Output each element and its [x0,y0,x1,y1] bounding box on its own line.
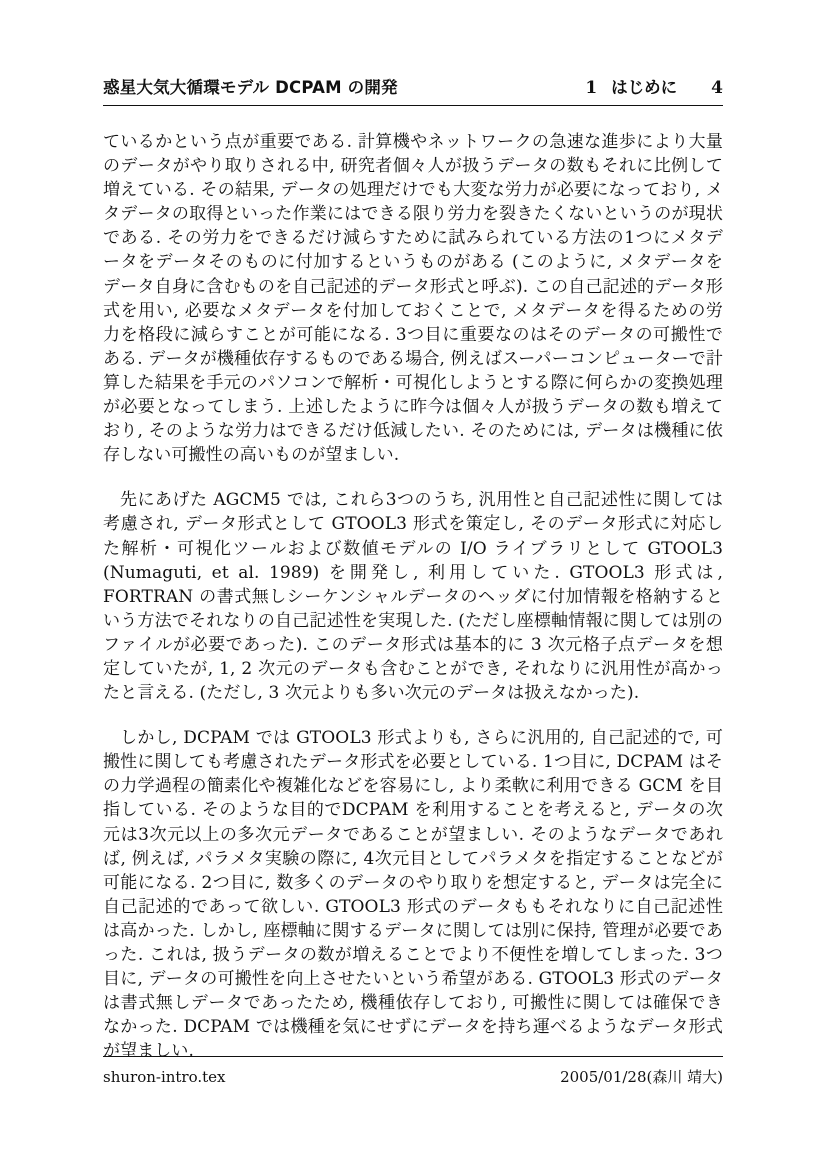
running-header [103,74,723,106]
paragraph-2: 先にあげた AGCM5 では, これら3つのうち, 汎用性と自己記述性に関しては考慮され, データ形式として GTOOL3 形式を策定し, そのデータ形式に対応した解析・可視化ツールおよび数値モデルの I/O ライブラリとして GTOOL3 (Numaguti, et al. 1989) を開発し, 利用していた. GTOOL3 形式は, FORTRAN の書式無しシーケンシャルデータのヘッダに付加情報を格納するという方法でそれなりの自己記述性を実現した. (ただし座標軸情報に関しては別のファイルが必要であった). このデータ形式は基本的に 3 次元格子点データを想定していたが, 1, 2 次元のデータも含むことができ, それなりに汎用性が高かったと言える. (ただし, 3 次元よりも多い次元のデータは扱えなかった). [103,490,723,704]
page-footer [103,1056,723,1087]
body-text [103,130,723,1063]
footer-filename: shuron-intro.tex [103,1068,226,1086]
page-number: 4 [711,78,723,98]
paragraph-1: ているかという点が重要である. 計算機やネットワークの急速な進歩により大量のデータがやり取りされる中, 研究者個々人が扱うデータの数もそれに比例して増えている. その結果, データの処理だけでも大変な労力が必要になっており, メタデータの取得といった作業にはできる限り労力を裂きたくないというのが現状である. その労力をできるだけ減らすために試みられている方法の1つにメタデータをデータそのものに付加するというものがある (このように, メタデータをデータ自身に含むものを自己記述的データ形式と呼ぶ). この自己記述的データ形式を用い, 必要なメタデータを付加しておくことで, メタデータを得るための労力を格段に減らすことが可能になる. 3つ目に重要なのはそのデータの可搬性である. データが機種依存するものである場合, 例えばスーパーコンピューターで計算した結果を手元のパソコンで解析・可視化しようとする際に何らかの変換処理が必要となってしまう. 上述したように昨今は個々人が扱うデータの数も増えており, そのような労力はできるだけ低減したい. そのためには, データは機種に依存しない可搬性の高いものが望ましい. [103,132,723,466]
footer-date-author: 2005/01/28(森川 靖大) [560,1068,723,1086]
section-number: 1 [585,78,598,98]
section-title: はじめに [611,78,678,97]
document-title: 惑星大気大循環モデル DCPAM の開発 [103,78,398,97]
header-section-and-page [585,74,723,98]
paragraph-3: しかし, DCPAM では GTOOL3 形式よりも, さらに汎用的, 自己記述的で, 可搬性に関しても考慮されたデータ形式を必要としている. 1つ目に, DCPAM はその力学過程の簡素化や複雑化などを容易にし, より柔軟に利用できる GCM を目指している. そのような目的でDCPAM を利用することを考えると, データの次元は3次元以上の多次元データであることが望ましい. そのようなデータであれば, 例えば, パラメタ実験の際に, 4次元目としてパラメタを指定することなどが可能になる. 2つ目に, 数多くのデータのやり取りを想定すると, データは完全に自己記述的であって欲しい. GTOOL3 形式のデータももそれなりに自己記述性は高かった. しかし, 座標軸に関するデータに関しては別に保持, 管理が必要であった. これは, 扱うデータの数が増えることでより不便性を増してしまった. 3つ目に, データの可搬性を向上させたいという希望がある. GTOOL3 形式のデータは書式無しデータであったため, 機種依存しており, 可搬性に関しては確保できなかった. DCPAM では機種を気にせずにデータを持ち運べるようなデータ形式が望ましい. [103,728,723,1062]
